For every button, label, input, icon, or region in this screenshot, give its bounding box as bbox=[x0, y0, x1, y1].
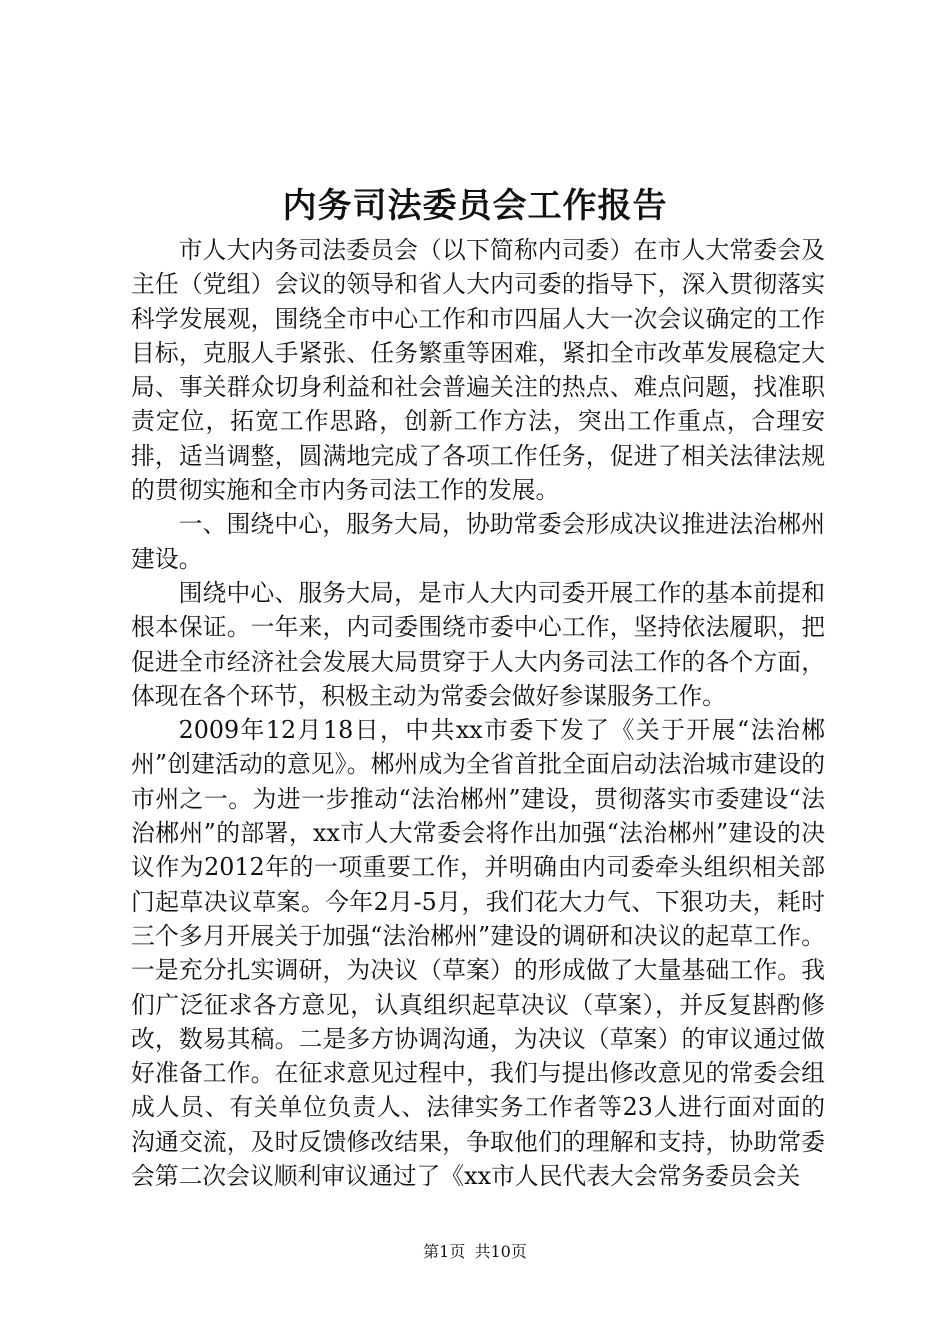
paragraph-section-heading: 一、围绕中心，服务大局，协助常委会形成决议推进法治郴州建设。 bbox=[131, 510, 825, 573]
page-total: 共10页 bbox=[474, 1242, 527, 1261]
document-title: 内务司法委员会工作报告 bbox=[282, 186, 668, 226]
paragraph-intro: 市人大内务司法委员会（以下简称内司委）在市人大常委会及主任（党组）会议的领导和省人大内司委的指导下，深入贯彻落实科学发展观，围绕全市中心工作和市四届人大一次会议确定的工作目标，克服人手紧张、任务繁重等困难，紧扣全市改革发展稳定大局、事关群众切身利益和社会普遍关注的热点、难点问题，找准职责定位，拓宽工作思路，创新工作方法，突出工作重点，合理安排，适当调整，圆满地完成了各项工作任务，促进了相关法律法规的贯彻实施和全市内务司法工作的发展。 bbox=[131, 236, 825, 505]
paragraph-overview: 围绕中心、服务大局，是市人大内司委开展工作的基本前提和根本保证。一年来，内司委围绕市委中心工作，坚持依法履职，把促进全市经济社会发展大局贯穿于人大内务司法工作的各个方面，体现在各个环节，积极主动为常委会做好参谋服务工作。 bbox=[131, 578, 825, 710]
document-body bbox=[131, 233, 825, 1193]
page-footer bbox=[0, 1240, 950, 1264]
paragraph-detail: 2009年12月18日，中共xx市委下发了《关于开展“法治郴州”创建活动的意见》。郴州成为全省首批全面启动法治城市建设的市州之一。为进一步推动“法治郴州”建设，贯彻落实市委建设“法治郴州”的部署，xx市人大常委会将作出加强“法治郴州”建设的决议作为2012年的一项重要工作，并明确由内司委牵头组织相关部门起草决议草案。今年2月-5月，我们花大力气、下狠功夫，耗时三个多月开展关于加强“法治郴州”建设的调研和决议的起草工作。一是充分扎实调研，为决议（草案）的形成做了大量基础工作。我们广泛征求各方意见，认真组织起草决议（草案），并反复斟酌修改，数易其稿。二是多方协调沟通，为决议（草案）的审议通过做好准备工作。在征求意见过程中，我们与提出修改意见的常委会组成人员、有关单位负责人、法律实务工作者等23人进行面对面的沟通交流，及时反馈修改结果，争取他们的理解和支持，协助常委会第二次会议顺利审议通过了《xx市人民代表大会常务委员会关 bbox=[131, 716, 825, 1191]
page-number: 第1页 bbox=[423, 1242, 466, 1261]
